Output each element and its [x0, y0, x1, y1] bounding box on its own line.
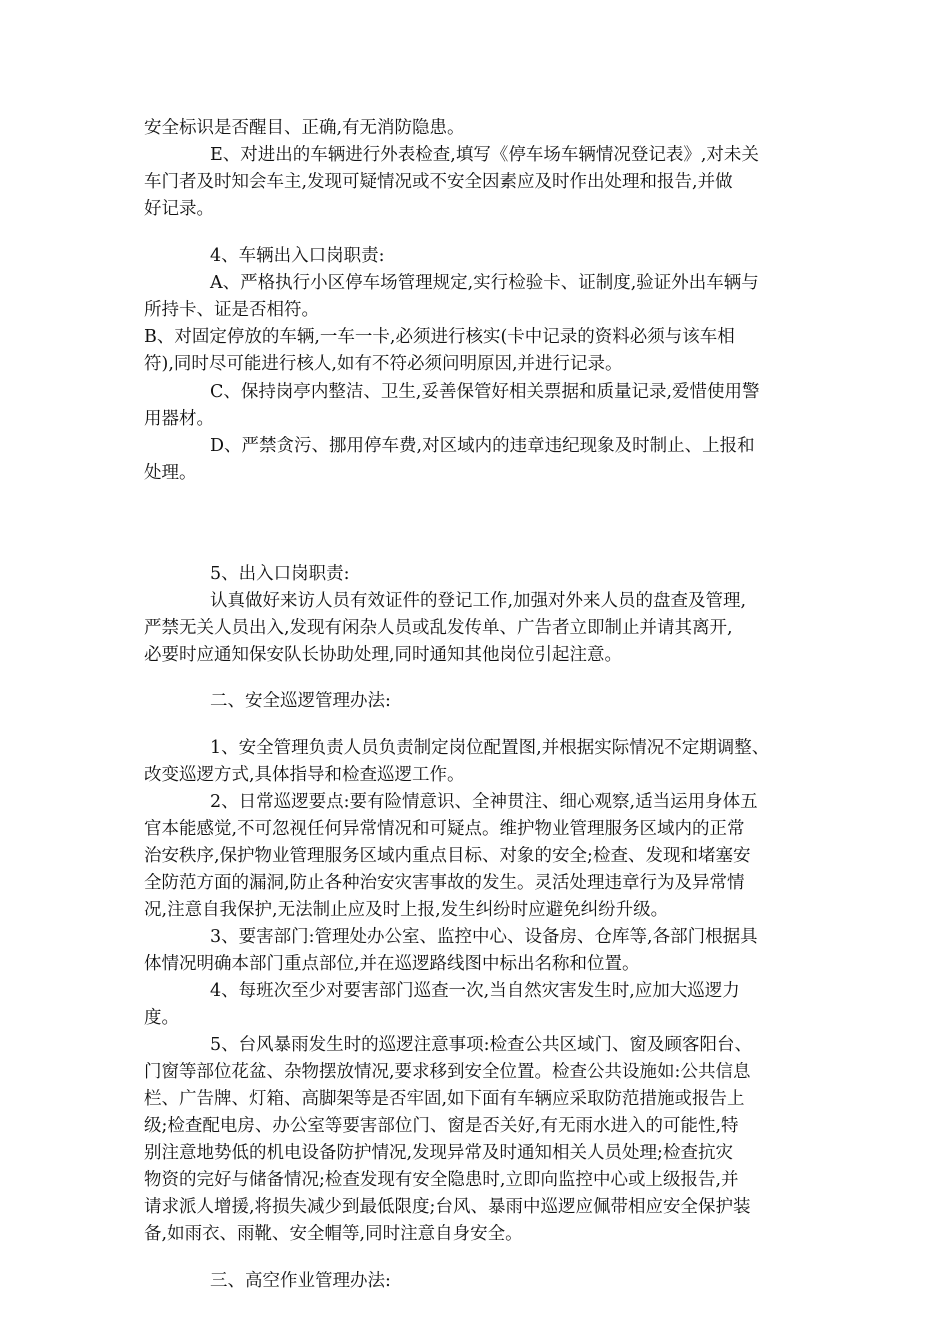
text-line: 请求派人增援,将损失减少到最低限度;台风、暴雨中巡逻应佩带相应安全保护装	[144, 1197, 751, 1217]
text-line: 所持卡、证是否相符。	[144, 300, 319, 320]
text-line: 2、日常巡逻要点:要有险情意识、全神贯注、细心观察,适当运用身体五	[210, 792, 758, 812]
text-line: 备,如雨衣、雨靴、安全帽等,同时注意自身安全。	[144, 1224, 523, 1244]
text-line: 安全标识是否醒目、正确,有无消防隐患。	[144, 118, 465, 138]
text-line: B、对固定停放的车辆,一车一卡,必须进行核实(卡中记录的资料必须与该车相	[144, 327, 735, 347]
text-line: 别注意地势低的机电设备防护情况,发现异常及时通知相关人员处理;检查抗灾	[144, 1143, 733, 1163]
text-line: 用器材。	[144, 409, 214, 429]
text-line: 车门者及时知会车主,发现可疑情况或不安全因素应及时作出处理和报告,并做	[144, 172, 733, 192]
section-heading: 二、安全巡逻管理办法:	[210, 691, 391, 711]
section-heading: 三、高空作业管理办法:	[210, 1271, 391, 1291]
section-heading: 4、车辆出入口岗职责:	[210, 246, 385, 266]
text-line: 必要时应通知保安队长协助处理,同时通知其他岗位引起注意。	[144, 645, 623, 665]
text-line: 处理。	[144, 463, 197, 483]
text-line: D、严禁贪污、挪用停车费,对区域内的违章违纪现象及时制止、上报和	[210, 436, 755, 456]
section-heading: 5、出入口岗职责:	[210, 564, 350, 584]
text-line: 3、要害部门:管理处办公室、监控中心、设备房、仓库等,各部门根据具	[210, 927, 758, 947]
text-line: 改变巡逻方式,具体指导和检查巡逻工作。	[144, 765, 465, 785]
text-line: 5、台风暴雨发生时的巡逻注意事项:检查公共区域门、窗及顾客阳台、	[210, 1035, 753, 1055]
text-line: 4、每班次至少对要害部门巡查一次,当自然灾害发生时,应加大巡逻力	[210, 981, 740, 1001]
text-line: 官本能感觉,不可忽视任何异常情况和可疑点。维护物业管理服务区域内的正常	[144, 819, 745, 839]
text-line: 严禁无关人员出入,发现有闲杂人员或乱发传单、广告者立即制止并请其离开,	[144, 618, 733, 638]
text-line: 门窗等部位花盆、杂物摆放情况,要求移到安全位置。检查公共设施如:公共信息	[144, 1062, 751, 1082]
text-line: 治安秩序,保护物业管理服务区域内重点目标、对象的安全;检查、发现和堵塞安	[144, 846, 751, 866]
text-line: A、严格执行小区停车场管理规定,实行检验卡、证制度,验证外出车辆与	[210, 273, 759, 293]
text-line: 认真做好来访人员有效证件的登记工作,加强对外来人员的盘查及管理,	[210, 591, 747, 611]
text-line: C、保持岗亭内整洁、卫生,妥善保管好相关票据和质量记录,爱惜使用警	[210, 382, 760, 402]
text-line: E、对进出的车辆进行外表检查,填写《停车场车辆情况登记表》,对未关	[210, 145, 759, 165]
text-line: 况,注意自我保护,无法制止应及时上报,发生纠纷时应避免纠纷升级。	[144, 900, 669, 920]
text-line: 好记录。	[144, 199, 214, 219]
text-line: 栏、广告牌、灯箱、高脚架等是否牢固,如下面有车辆应采取防范措施或报告上	[144, 1089, 745, 1109]
text-line: 体情况明确本部门重点部位,并在巡逻路线图中标出名称和位置。	[144, 954, 640, 974]
text-line: 符),同时尽可能进行核人,如有不符必须问明原因,并进行记录。	[144, 354, 623, 374]
text-line: 物资的完好与储备情况;检查发现有安全隐患时,立即向监控中心或上级报告,并	[144, 1170, 739, 1190]
text-line: 级;检查配电房、办公室等要害部位门、窗是否关好,有无雨水进入的可能性,特	[144, 1116, 739, 1136]
text-line: 全防范方面的漏洞,防止各种治安灾害事故的发生。灵活处理违章行为及异常情	[144, 873, 745, 893]
text-line: 度。	[144, 1008, 179, 1028]
text-line: 1、安全管理负责人员负责制定岗位配置图,并根据实际情况不定期调整、	[210, 738, 770, 758]
